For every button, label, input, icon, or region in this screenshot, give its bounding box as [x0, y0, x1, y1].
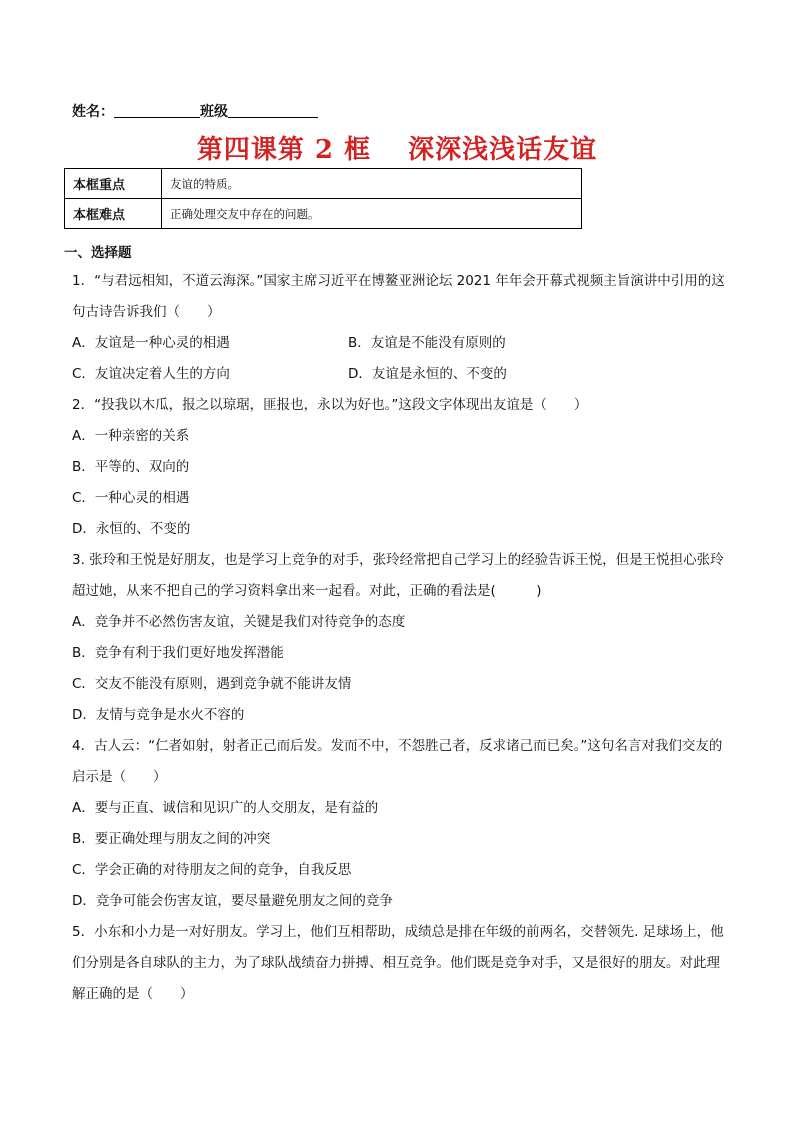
option-b[interactable]: B．平等的、双向的	[72, 459, 190, 475]
option-d[interactable]: D．友情与竞争是水火不容的	[72, 707, 245, 723]
name-label: 姓名：	[72, 104, 114, 120]
option-c[interactable]: C．学会正确的对待朋友之间的竞争，自我反思	[72, 862, 352, 878]
name-blank[interactable]	[114, 104, 200, 118]
question-2	[72, 390, 732, 545]
question-1	[72, 266, 732, 390]
option-b[interactable]: B．要正确处理与朋友之间的冲突	[72, 831, 271, 847]
question-stem: 3. 张玲和王悦是好朋友，也是学习上竞争的对手，张玲经常把自己学习上的经验告诉王悦，但是王悦担心张玲超过她，从来不把自己的学习资料拿出来一起看。对此，正确的看法是( )	[72, 552, 724, 599]
option-row	[72, 359, 732, 390]
name-class-line	[72, 101, 318, 121]
question-stem: 5．小东和小力是一对好朋友。学习上，他们互相帮助，成绩总是排在年级的前两名，交替领先. 足球场上，他们分别是各自球队的主力，为了球队战绩奋力拼搏、相互竞争。他们既是竞争对手，又是很好的朋友。对此理解正确的是（ ）	[72, 924, 724, 1002]
option-c[interactable]: C．一种心灵的相遇	[72, 490, 190, 506]
option-d[interactable]: D．友谊是永恒的、不变的	[348, 366, 507, 382]
question-4	[72, 731, 732, 917]
focus-key: 本框重点	[65, 169, 162, 199]
option-a[interactable]: A．要与正直、诚信和见识广的人交朋友，是有益的	[72, 800, 379, 816]
option-d[interactable]: D．竞争可能会伤害友谊，要尽量避免朋友之间的竞争	[72, 893, 393, 909]
focus-value: 友谊的特质。	[162, 169, 582, 199]
option-a[interactable]: A．友谊是一种心灵的相遇	[72, 335, 230, 351]
question-5	[72, 917, 732, 1010]
question-3	[72, 545, 732, 731]
question-stem: 2．“投我以木瓜，报之以琼琚，匪报也，永以为好也。”这段文字体现出友谊是（ ）	[72, 397, 588, 413]
option-b[interactable]: B．友谊是不能没有原则的	[348, 335, 506, 351]
table-row	[65, 199, 582, 229]
section-title: 一、选择题	[64, 245, 132, 261]
difficulty-value: 正确处理交友中存在的问题。	[162, 199, 582, 229]
class-blank[interactable]	[228, 104, 318, 118]
option-c[interactable]: C．交友不能没有原则，遇到竞争就不能讲友情	[72, 676, 352, 692]
option-a[interactable]: A．竞争并不必然伤害友谊，关键是我们对待竞争的态度	[72, 614, 406, 630]
option-c[interactable]: C．友谊决定着人生的方向	[72, 366, 230, 382]
difficulty-key: 本框难点	[65, 199, 162, 229]
option-b[interactable]: B．竞争有利于我们更好地发挥潜能	[72, 645, 284, 661]
page-title: 第四课第 2 框 深深浅浅话友谊	[196, 135, 598, 165]
table-row	[65, 169, 582, 199]
focus-table	[64, 168, 582, 229]
question-stem: 4．古人云：“仁者如射，射者正己而后发。发而不中，不怨胜己者，反求诸己而已矣。”这句名言对我们交友的启示是（ ）	[72, 738, 723, 785]
option-row	[72, 328, 732, 359]
question-stem: 1．“与君远相知，不道云海深。”国家主席习近平在博鳌亚洲论坛 2021 年年会开幕式视频主旨演讲中引用的这句古诗告诉我们（ ）	[72, 273, 725, 320]
class-label: 班级	[200, 104, 228, 120]
question-list	[72, 266, 732, 1010]
option-d[interactable]: D．永恒的、不变的	[72, 521, 191, 537]
option-a[interactable]: A．一种亲密的关系	[72, 428, 190, 444]
